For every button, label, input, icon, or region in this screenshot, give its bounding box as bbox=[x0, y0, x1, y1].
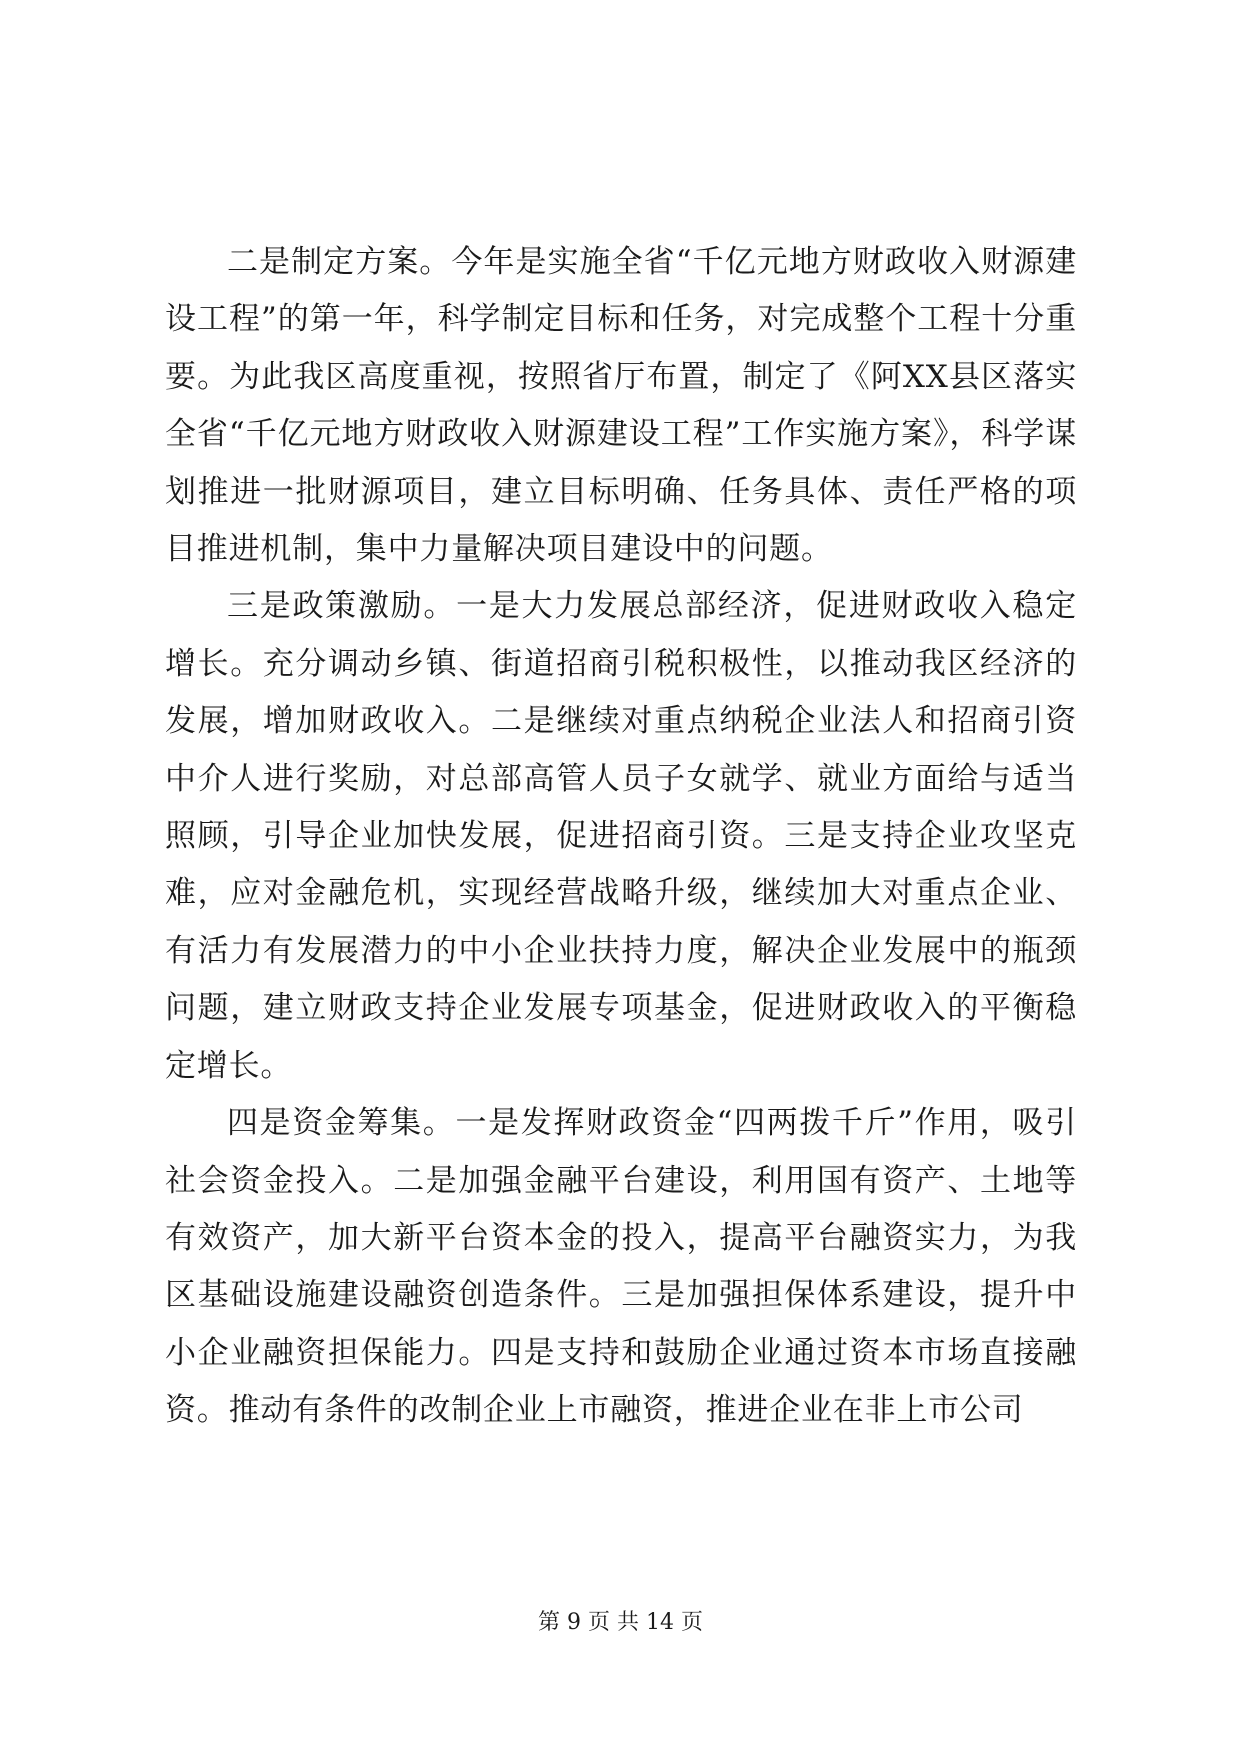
paragraph-policy-incentive: 三是政策激励。一是大力发展总部经济，促进财政收入稳定增长。充分调动乡镇、街道招商引税积极性，以推动我区经济的发展，增加财政收入。二是继续对重点纳税企业法人和招商引资中介人进行奖励，对总部高管人员子女就学、就业方面给与适当照顾，引导企业加快发展，促进招商引资。三是支持企业攻坚克难，应对金融危机，实现经营战略升级，继续加大对重点企业、有活力有发展潜力的中小企业扶持力度，解决企业发展中的瓶颈问题，建立财政支持企业发展专项基金，促进财政收入的平衡稳定增长。 bbox=[165, 588, 1077, 1084]
paragraph-fund-raising: 四是资金筹集。一是发挥财政资金“四两拨千斤”作用，吸引社会资金投入。二是加强金融平台建设，利用国有资产、土地等有效资产，加大新平台资本金的投入，提高平台融资实力，为我区基础设施建设融资创造条件。三是加强担保体系建设，提升中小企业融资担保能力。四是支持和鼓励企业通过资本市场直接融资。推动有条件的改制企业上市融资，推进企业在非上市公司 bbox=[165, 1105, 1077, 1429]
page-number-footer: 第 9 页 共 14 页 bbox=[538, 1610, 703, 1635]
document-body bbox=[165, 234, 1077, 1440]
paragraph-plan: 二是制定方案。今年是实施全省“千亿元地方财政收入财源建设工程”的第一年，科学制定目标和任务，对完成整个工程十分重要。为此我区高度重视，按照省厅布置，制定了《阿XX县区落实全省“千亿元地方财政收入财源建设工程”工作实施方案》，科学谋划推进一批财源项目，建立目标明确、任务具体、责任严格的项目推进机制，集中力量解决项目建设中的问题。 bbox=[165, 244, 1077, 568]
